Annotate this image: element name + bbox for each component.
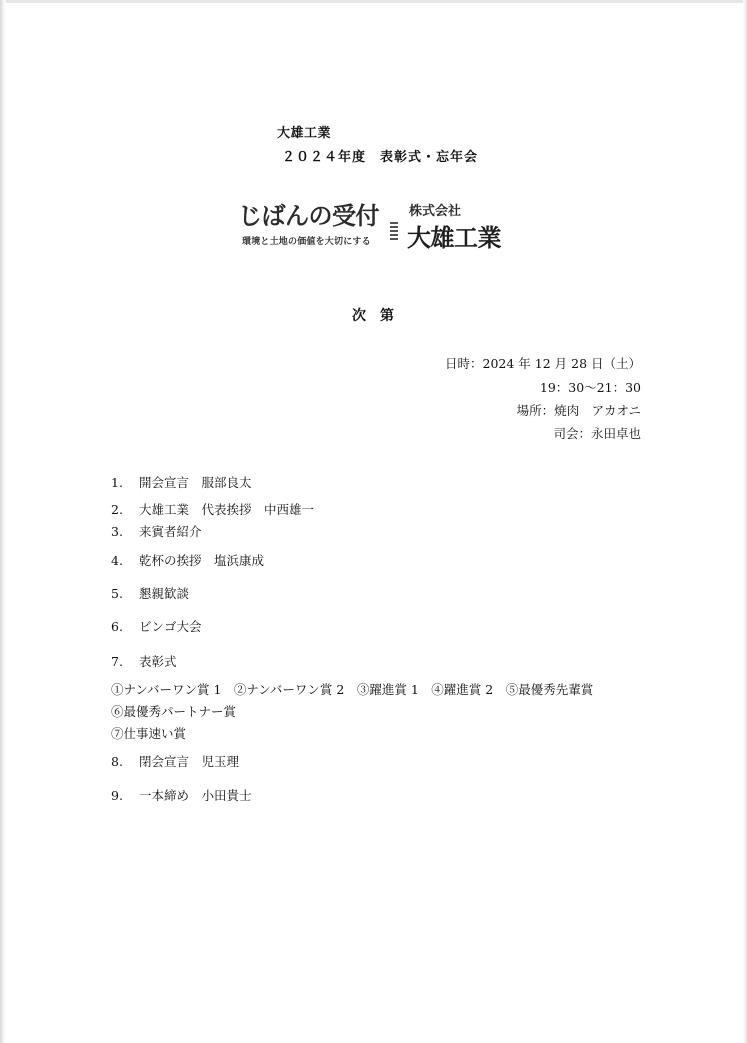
program-item-number: 4.: [111, 553, 123, 568]
award-list-line: ⑥最優秀パートナー賞: [111, 704, 237, 719]
program-item: [111, 617, 202, 635]
program-item: [111, 752, 239, 770]
program-item-number: 5.: [111, 586, 123, 601]
program-item-text: 一本締め 小田貴士: [139, 788, 252, 803]
award-list-line: ⑦仕事速い賞: [111, 726, 187, 741]
program-item: [111, 473, 252, 491]
program-item: [111, 551, 264, 569]
program-item: [111, 584, 189, 602]
program-item-text: 来賓者紹介: [139, 524, 202, 539]
program-item: [111, 786, 252, 804]
program-item-text: 開会宣言 服部良太: [139, 475, 252, 490]
logo-main-text: じばんの受付: [238, 202, 379, 230]
logo-tagline: 環境と土地の価値を大切にする: [242, 237, 371, 247]
program-item-number: 8.: [111, 754, 123, 769]
program-heading: 次 第: [352, 308, 394, 324]
info-time: 19：30～21：30: [539, 380, 641, 395]
program-item-text: ビンゴ大会: [139, 619, 202, 634]
award-list-line: ①ナンバーワン賞 1 ②ナンバーワン賞 2 ③躍進賞 1 ④躍進賞 2 ⑤最優秀先輩賞: [111, 682, 594, 697]
company-logo: [238, 196, 518, 254]
program-item-number: 6.: [111, 619, 123, 634]
program-item-text: 乾杯の挨拶 塩浜康成: [139, 553, 265, 568]
page-edge-right: [743, 0, 747, 1043]
program-item: [111, 500, 314, 518]
info-venue: 場所：焼肉 アカオニ: [516, 403, 641, 418]
page-edge-top: [0, 0, 747, 3]
program-item: [111, 652, 177, 670]
info-date: 日時：2024 年 12 月 28 日（土）: [445, 356, 641, 371]
page-edge-left: [0, 0, 6, 1043]
program-item-number: 9.: [111, 788, 123, 803]
logo-company-type: 株式会社: [409, 204, 462, 219]
program-item-text: 表彰式: [139, 654, 177, 669]
program-item-number: 1.: [111, 475, 123, 490]
info-mc: 司会：永田卓也: [553, 426, 641, 441]
event-title: ２０２４年度 表彰式・忘年会: [282, 150, 479, 165]
company-name: 大雄工業: [277, 126, 332, 141]
program-item-text: 閉会宣言 児玉理: [139, 754, 240, 769]
program-item-text: 大雄工業 代表挨拶 中西雄一: [139, 502, 315, 517]
logo-company-name: 大雄工業: [407, 224, 501, 252]
program-item-number: 3.: [111, 524, 123, 539]
program-item-number: 2.: [111, 502, 123, 517]
program-item-number: 7.: [111, 654, 123, 669]
program-item-text: 懇親歓談: [139, 586, 190, 601]
program-item: [111, 522, 202, 540]
logo-stripes: [390, 222, 398, 242]
